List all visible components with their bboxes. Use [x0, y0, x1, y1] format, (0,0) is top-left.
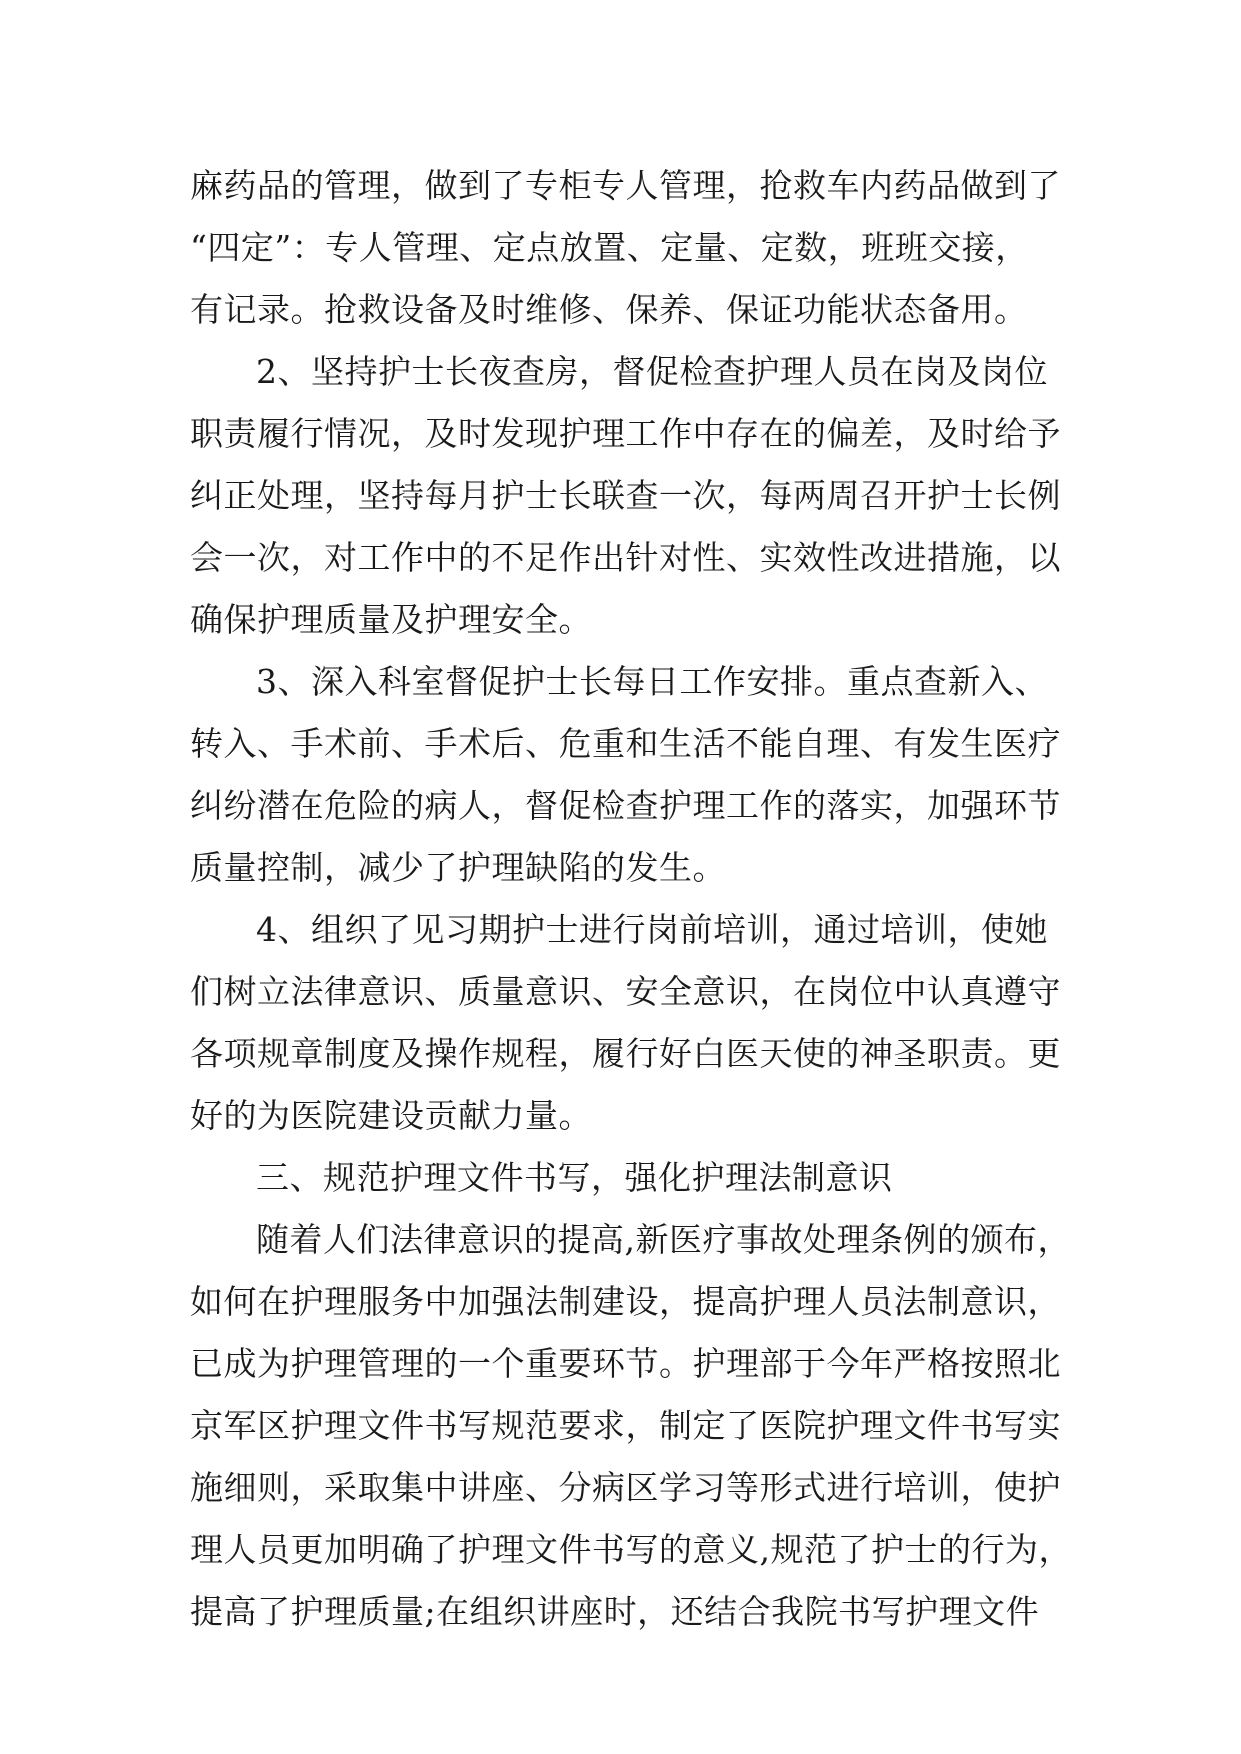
text-line: 4、组织了见习期护士进行岗前培训，通过培训，使她	[256, 910, 1048, 949]
text-line: 3、深入科室督促护士长每日工作安排。重点查新入、	[256, 662, 1048, 701]
text-line: 好的为医院建设贡献力量。	[190, 1096, 592, 1135]
text-line: 麻药品的管理，做到了专柜专人管理，抢救车内药品做到了	[190, 166, 1061, 205]
text-line: 2、坚持护士长夜查房，督促检查护理人员在岗及岗位	[256, 352, 1048, 391]
text-line: 质量控制，减少了护理缺陷的发生。	[190, 848, 726, 887]
text-line: 会一次，对工作中的不足作出针对性、实效性改进措施，以	[190, 538, 1061, 577]
text-line: 施细则，采取集中讲座、分病区学习等形式进行培训，使护	[190, 1468, 1061, 1507]
text-line: 有记录。抢救设备及时维修、保养、保证功能状态备用。	[190, 290, 1028, 329]
text-line: 三、规范护理文件书写，强化护理法制意识	[256, 1158, 893, 1197]
text-line: 转入、手术前、手术后、危重和生活不能自理、有发生医疗	[190, 724, 1061, 763]
text-line: 理人员更加明确了护理文件书写的意义,规范了护士的行为，	[190, 1530, 1072, 1569]
text-line: 随着人们法律意识的提高,新医疗事故处理条例的颁布，	[256, 1220, 1071, 1259]
text-line: 职责履行情况，及时发现护理工作中存在的偏差，及时给予	[190, 414, 1061, 453]
text-line: 已成为护理管理的一个重要环节。护理部于今年严格按照北	[190, 1344, 1061, 1383]
text-line: 纠纷潜在危险的病人，督促检查护理工作的落实，加强环节	[190, 786, 1061, 825]
text-line: 京军区护理文件书写规范要求，制定了医院护理文件书写实	[190, 1406, 1061, 1445]
text-line: 各项规章制度及操作规程，履行好白医天使的神圣职责。更	[190, 1034, 1061, 1073]
text-line: “四定”：专人管理、定点放置、定量、定数，班班交接，	[190, 228, 1029, 267]
text-line: 确保护理质量及护理安全。	[190, 600, 592, 639]
text-line: 如何在护理服务中加强法制建设，提高护理人员法制意识，	[190, 1282, 1061, 1321]
text-line: 纠正处理，坚持每月护士长联查一次，每两周召开护士长例	[190, 476, 1061, 515]
text-line: 们树立法律意识、质量意识、安全意识，在岗位中认真遵守	[190, 972, 1061, 1011]
text-line: 提高了护理质量;在组织讲座时，还结合我院书写护理文件	[190, 1592, 1040, 1631]
body-text	[190, 155, 1072, 1643]
